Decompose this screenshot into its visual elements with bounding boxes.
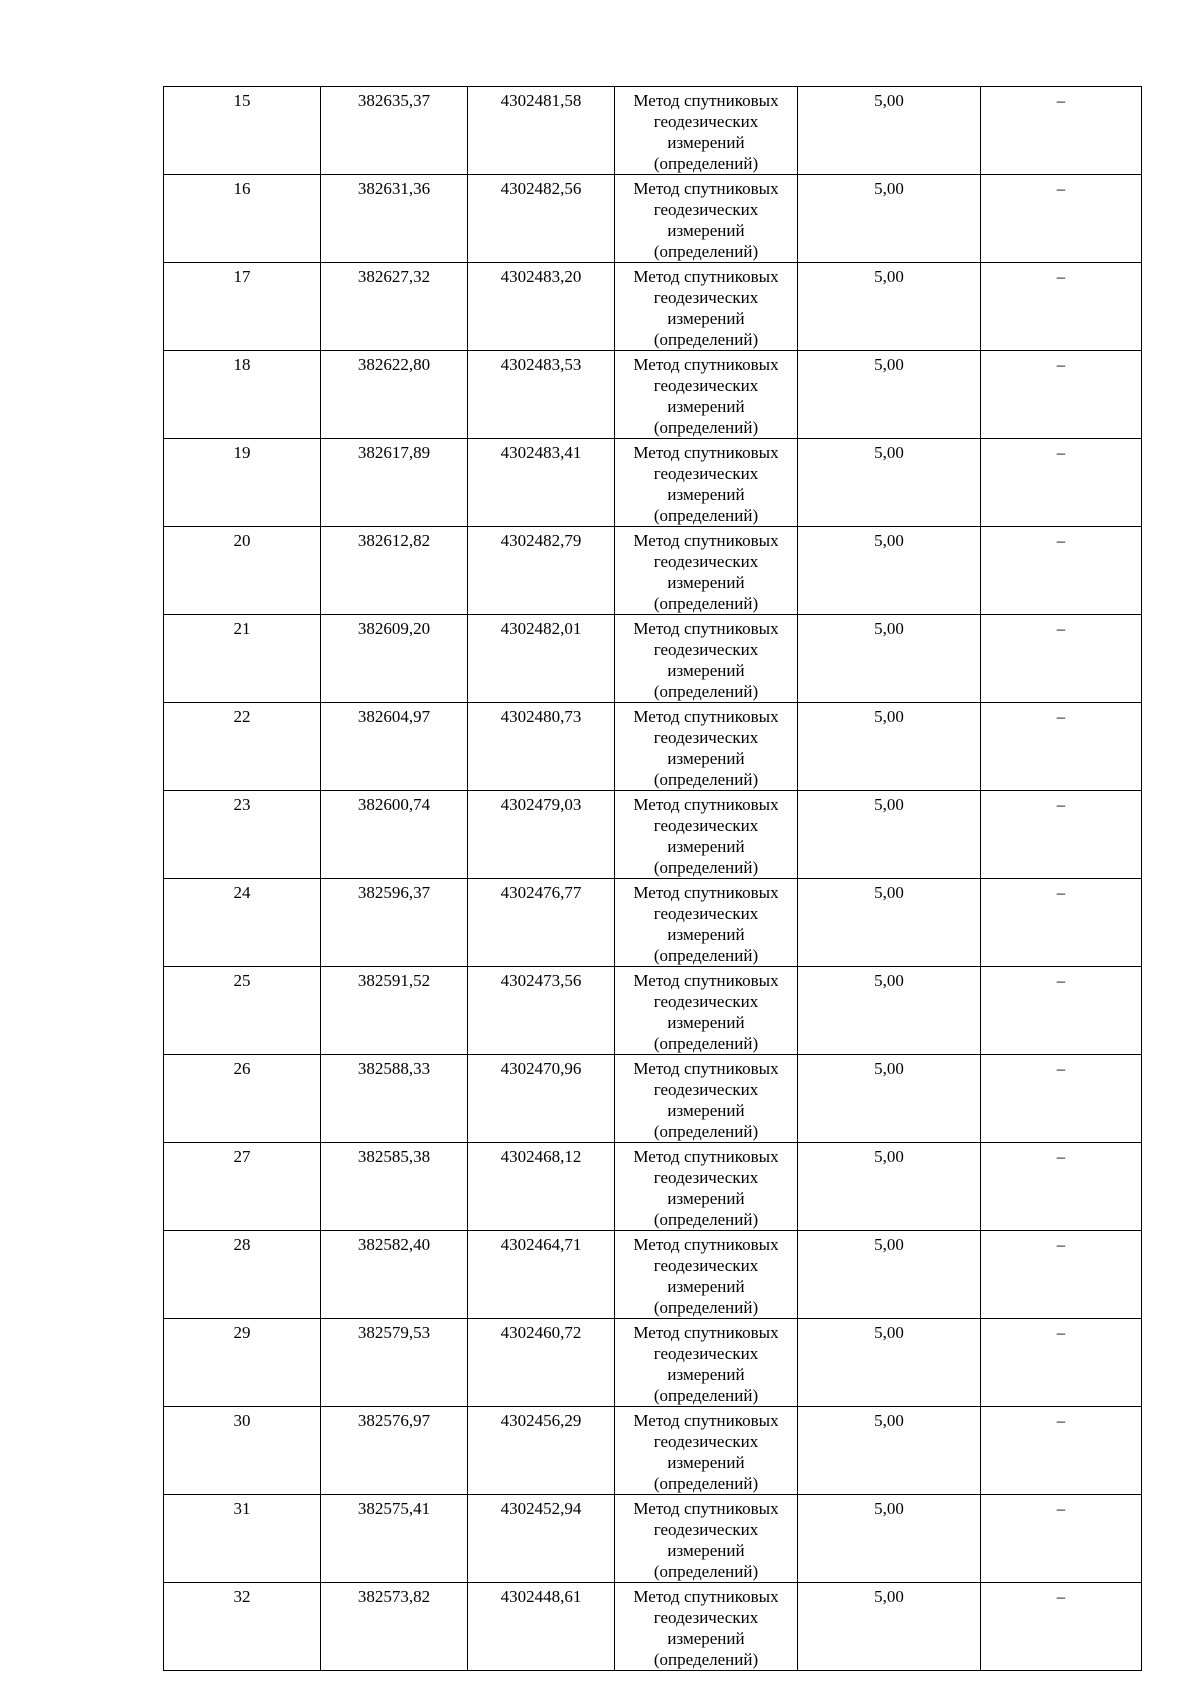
- method-line: (определений): [653, 594, 759, 613]
- method-cell: [615, 1143, 798, 1231]
- method-line: измерений: [667, 221, 745, 240]
- method-line: (определений): [653, 1034, 759, 1053]
- method-cell: [615, 87, 798, 175]
- point-number-cell: 20: [164, 527, 321, 615]
- method-line: геодезических: [653, 1080, 759, 1099]
- method-line: (определений): [653, 154, 759, 173]
- extra-cell: –: [981, 615, 1142, 703]
- method-line: Метод спутниковых: [633, 1587, 779, 1606]
- coordinate-y-cell: 4302482,01: [468, 615, 615, 703]
- table-row: [164, 1495, 1142, 1583]
- method-line: геодезических: [653, 728, 759, 747]
- method-line: Метод спутниковых: [633, 1235, 779, 1254]
- method-line: Метод спутниковых: [633, 531, 779, 550]
- accuracy-cell: 5,00: [798, 615, 981, 703]
- coordinate-y-cell: 4302468,12: [468, 1143, 615, 1231]
- method-line: (определений): [653, 330, 759, 349]
- method-line: измерений: [667, 837, 745, 856]
- coordinate-y-cell: 4302470,96: [468, 1055, 615, 1143]
- method-cell: [615, 1495, 798, 1583]
- method-line: измерений: [667, 1453, 745, 1472]
- coordinate-x-cell: 382582,40: [321, 1231, 468, 1319]
- table-row: [164, 439, 1142, 527]
- extra-cell: –: [981, 1143, 1142, 1231]
- method-line: измерений: [667, 1189, 745, 1208]
- method-line: измерений: [667, 573, 745, 592]
- point-number-cell: 23: [164, 791, 321, 879]
- coordinate-y-cell: 4302483,53: [468, 351, 615, 439]
- coordinate-x-cell: 382635,37: [321, 87, 468, 175]
- method-line: Метод спутниковых: [633, 1323, 779, 1342]
- coordinate-x-cell: 382600,74: [321, 791, 468, 879]
- extra-cell: –: [981, 1583, 1142, 1671]
- point-number-cell: 27: [164, 1143, 321, 1231]
- extra-cell: –: [981, 1231, 1142, 1319]
- accuracy-cell: 5,00: [798, 1495, 981, 1583]
- method-line: (определений): [653, 1650, 759, 1669]
- table-row: [164, 527, 1142, 615]
- method-line: Метод спутниковых: [633, 443, 779, 462]
- coordinate-x-cell: 382622,80: [321, 351, 468, 439]
- table-row: [164, 1319, 1142, 1407]
- coordinate-y-cell: 4302448,61: [468, 1583, 615, 1671]
- accuracy-cell: 5,00: [798, 1055, 981, 1143]
- method-cell: [615, 1055, 798, 1143]
- method-line: Метод спутниковых: [633, 619, 779, 638]
- method-line: измерений: [667, 749, 745, 768]
- method-line: геодезических: [653, 1520, 759, 1539]
- coordinate-x-cell: 382612,82: [321, 527, 468, 615]
- accuracy-cell: 5,00: [798, 351, 981, 439]
- accuracy-cell: 5,00: [798, 527, 981, 615]
- method-cell: [615, 1231, 798, 1319]
- method-line: измерений: [667, 925, 745, 944]
- coordinate-x-cell: 382591,52: [321, 967, 468, 1055]
- coordinate-y-cell: 4302483,41: [468, 439, 615, 527]
- extra-cell: –: [981, 703, 1142, 791]
- method-line: измерений: [667, 1365, 745, 1384]
- coordinate-x-cell: 382617,89: [321, 439, 468, 527]
- method-line: Метод спутниковых: [633, 971, 779, 990]
- point-number-cell: 24: [164, 879, 321, 967]
- method-cell: [615, 791, 798, 879]
- method-line: измерений: [667, 397, 745, 416]
- accuracy-cell: 5,00: [798, 1231, 981, 1319]
- method-line: измерений: [667, 1013, 745, 1032]
- coordinate-x-cell: 382585,38: [321, 1143, 468, 1231]
- coordinate-x-cell: 382627,32: [321, 263, 468, 351]
- method-cell: [615, 1407, 798, 1495]
- method-line: Метод спутниковых: [633, 795, 779, 814]
- method-line: (определений): [653, 1122, 759, 1141]
- coordinate-y-cell: 4302456,29: [468, 1407, 615, 1495]
- extra-cell: –: [981, 1319, 1142, 1407]
- table-row: [164, 791, 1142, 879]
- method-cell: [615, 527, 798, 615]
- table-row: [164, 703, 1142, 791]
- coordinate-x-cell: 382573,82: [321, 1583, 468, 1671]
- table-row: [164, 175, 1142, 263]
- method-line: геодезических: [653, 552, 759, 571]
- method-line: геодезических: [653, 1432, 759, 1451]
- method-line: Метод спутниковых: [633, 267, 779, 286]
- method-cell: [615, 967, 798, 1055]
- point-number-cell: 31: [164, 1495, 321, 1583]
- point-number-cell: 29: [164, 1319, 321, 1407]
- extra-cell: –: [981, 791, 1142, 879]
- method-line: геодезических: [653, 1344, 759, 1363]
- table-row: [164, 263, 1142, 351]
- method-line: (определений): [653, 946, 759, 965]
- extra-cell: –: [981, 1055, 1142, 1143]
- accuracy-cell: 5,00: [798, 1143, 981, 1231]
- coordinates-table-body: [164, 87, 1142, 1671]
- method-cell: [615, 879, 798, 967]
- accuracy-cell: 5,00: [798, 87, 981, 175]
- accuracy-cell: 5,00: [798, 1319, 981, 1407]
- point-number-cell: 19: [164, 439, 321, 527]
- coordinates-table: [163, 86, 1142, 1671]
- coordinate-y-cell: 4302460,72: [468, 1319, 615, 1407]
- coordinate-x-cell: 382575,41: [321, 1495, 468, 1583]
- coordinate-y-cell: 4302480,73: [468, 703, 615, 791]
- method-line: геодезических: [653, 904, 759, 923]
- coordinate-x-cell: 382588,33: [321, 1055, 468, 1143]
- point-number-cell: 18: [164, 351, 321, 439]
- method-line: (определений): [653, 506, 759, 525]
- point-number-cell: 32: [164, 1583, 321, 1671]
- method-line: геодезических: [653, 464, 759, 483]
- method-line: (определений): [653, 858, 759, 877]
- method-cell: [615, 175, 798, 263]
- accuracy-cell: 5,00: [798, 879, 981, 967]
- table-row: [164, 879, 1142, 967]
- method-line: (определений): [653, 1474, 759, 1493]
- table-row: [164, 615, 1142, 703]
- method-line: измерений: [667, 309, 745, 328]
- method-line: измерений: [667, 133, 745, 152]
- accuracy-cell: 5,00: [798, 439, 981, 527]
- coordinate-y-cell: 4302476,77: [468, 879, 615, 967]
- table-row: [164, 1231, 1142, 1319]
- point-number-cell: 26: [164, 1055, 321, 1143]
- method-line: Метод спутниковых: [633, 707, 779, 726]
- method-line: (определений): [653, 418, 759, 437]
- coordinate-y-cell: 4302479,03: [468, 791, 615, 879]
- extra-cell: –: [981, 351, 1142, 439]
- method-line: Метод спутниковых: [633, 355, 779, 374]
- extra-cell: –: [981, 263, 1142, 351]
- extra-cell: –: [981, 87, 1142, 175]
- accuracy-cell: 5,00: [798, 175, 981, 263]
- method-cell: [615, 1319, 798, 1407]
- table-row: [164, 967, 1142, 1055]
- point-number-cell: 28: [164, 1231, 321, 1319]
- extra-cell: –: [981, 527, 1142, 615]
- method-line: (определений): [653, 1562, 759, 1581]
- coordinate-y-cell: 4302482,56: [468, 175, 615, 263]
- accuracy-cell: 5,00: [798, 1407, 981, 1495]
- extra-cell: –: [981, 439, 1142, 527]
- method-line: геодезических: [653, 288, 759, 307]
- accuracy-cell: 5,00: [798, 1583, 981, 1671]
- extra-cell: –: [981, 1407, 1142, 1495]
- accuracy-cell: 5,00: [798, 967, 981, 1055]
- method-line: (определений): [653, 1210, 759, 1229]
- method-cell: [615, 263, 798, 351]
- coordinate-y-cell: 4302481,58: [468, 87, 615, 175]
- method-line: Метод спутниковых: [633, 1059, 779, 1078]
- coordinate-x-cell: 382631,36: [321, 175, 468, 263]
- method-line: геодезических: [653, 112, 759, 131]
- method-line: (определений): [653, 1298, 759, 1317]
- method-line: геодезических: [653, 992, 759, 1011]
- method-line: геодезических: [653, 1256, 759, 1275]
- method-cell: [615, 615, 798, 703]
- table-row: [164, 1143, 1142, 1231]
- method-line: (определений): [653, 682, 759, 701]
- method-cell: [615, 1583, 798, 1671]
- method-line: геодезических: [653, 640, 759, 659]
- method-line: измерений: [667, 485, 745, 504]
- coordinate-x-cell: 382576,97: [321, 1407, 468, 1495]
- method-cell: [615, 703, 798, 791]
- method-line: измерений: [667, 1629, 745, 1648]
- method-line: измерений: [667, 1101, 745, 1120]
- coordinate-x-cell: 382604,97: [321, 703, 468, 791]
- point-number-cell: 22: [164, 703, 321, 791]
- method-line: измерений: [667, 661, 745, 680]
- coordinate-y-cell: 4302473,56: [468, 967, 615, 1055]
- extra-cell: –: [981, 967, 1142, 1055]
- point-number-cell: 25: [164, 967, 321, 1055]
- table-row: [164, 1583, 1142, 1671]
- method-line: Метод спутниковых: [633, 1147, 779, 1166]
- method-line: геодезических: [653, 200, 759, 219]
- method-line: Метод спутниковых: [633, 1499, 779, 1518]
- table-row: [164, 351, 1142, 439]
- method-cell: [615, 351, 798, 439]
- point-number-cell: 30: [164, 1407, 321, 1495]
- method-line: геодезических: [653, 816, 759, 835]
- method-line: Метод спутниковых: [633, 883, 779, 902]
- coordinate-y-cell: 4302464,71: [468, 1231, 615, 1319]
- method-line: измерений: [667, 1277, 745, 1296]
- coordinate-y-cell: 4302483,20: [468, 263, 615, 351]
- method-line: геодезических: [653, 376, 759, 395]
- method-line: измерений: [667, 1541, 745, 1560]
- accuracy-cell: 5,00: [798, 791, 981, 879]
- method-line: (определений): [653, 770, 759, 789]
- table-row: [164, 87, 1142, 175]
- method-line: Метод спутниковых: [633, 1411, 779, 1430]
- method-cell: [615, 439, 798, 527]
- extra-cell: –: [981, 879, 1142, 967]
- point-number-cell: 15: [164, 87, 321, 175]
- coordinate-y-cell: 4302452,94: [468, 1495, 615, 1583]
- method-line: Метод спутниковых: [633, 91, 779, 110]
- extra-cell: –: [981, 1495, 1142, 1583]
- point-number-cell: 21: [164, 615, 321, 703]
- extra-cell: –: [981, 175, 1142, 263]
- method-line: (определений): [653, 1386, 759, 1405]
- coordinate-x-cell: 382579,53: [321, 1319, 468, 1407]
- table-row: [164, 1055, 1142, 1143]
- point-number-cell: 17: [164, 263, 321, 351]
- coordinate-x-cell: 382596,37: [321, 879, 468, 967]
- coordinate-y-cell: 4302482,79: [468, 527, 615, 615]
- coordinate-x-cell: 382609,20: [321, 615, 468, 703]
- method-line: Метод спутниковых: [633, 179, 779, 198]
- point-number-cell: 16: [164, 175, 321, 263]
- method-line: геодезических: [653, 1608, 759, 1627]
- method-line: (определений): [653, 242, 759, 261]
- accuracy-cell: 5,00: [798, 263, 981, 351]
- accuracy-cell: 5,00: [798, 703, 981, 791]
- method-line: геодезических: [653, 1168, 759, 1187]
- table-row: [164, 1407, 1142, 1495]
